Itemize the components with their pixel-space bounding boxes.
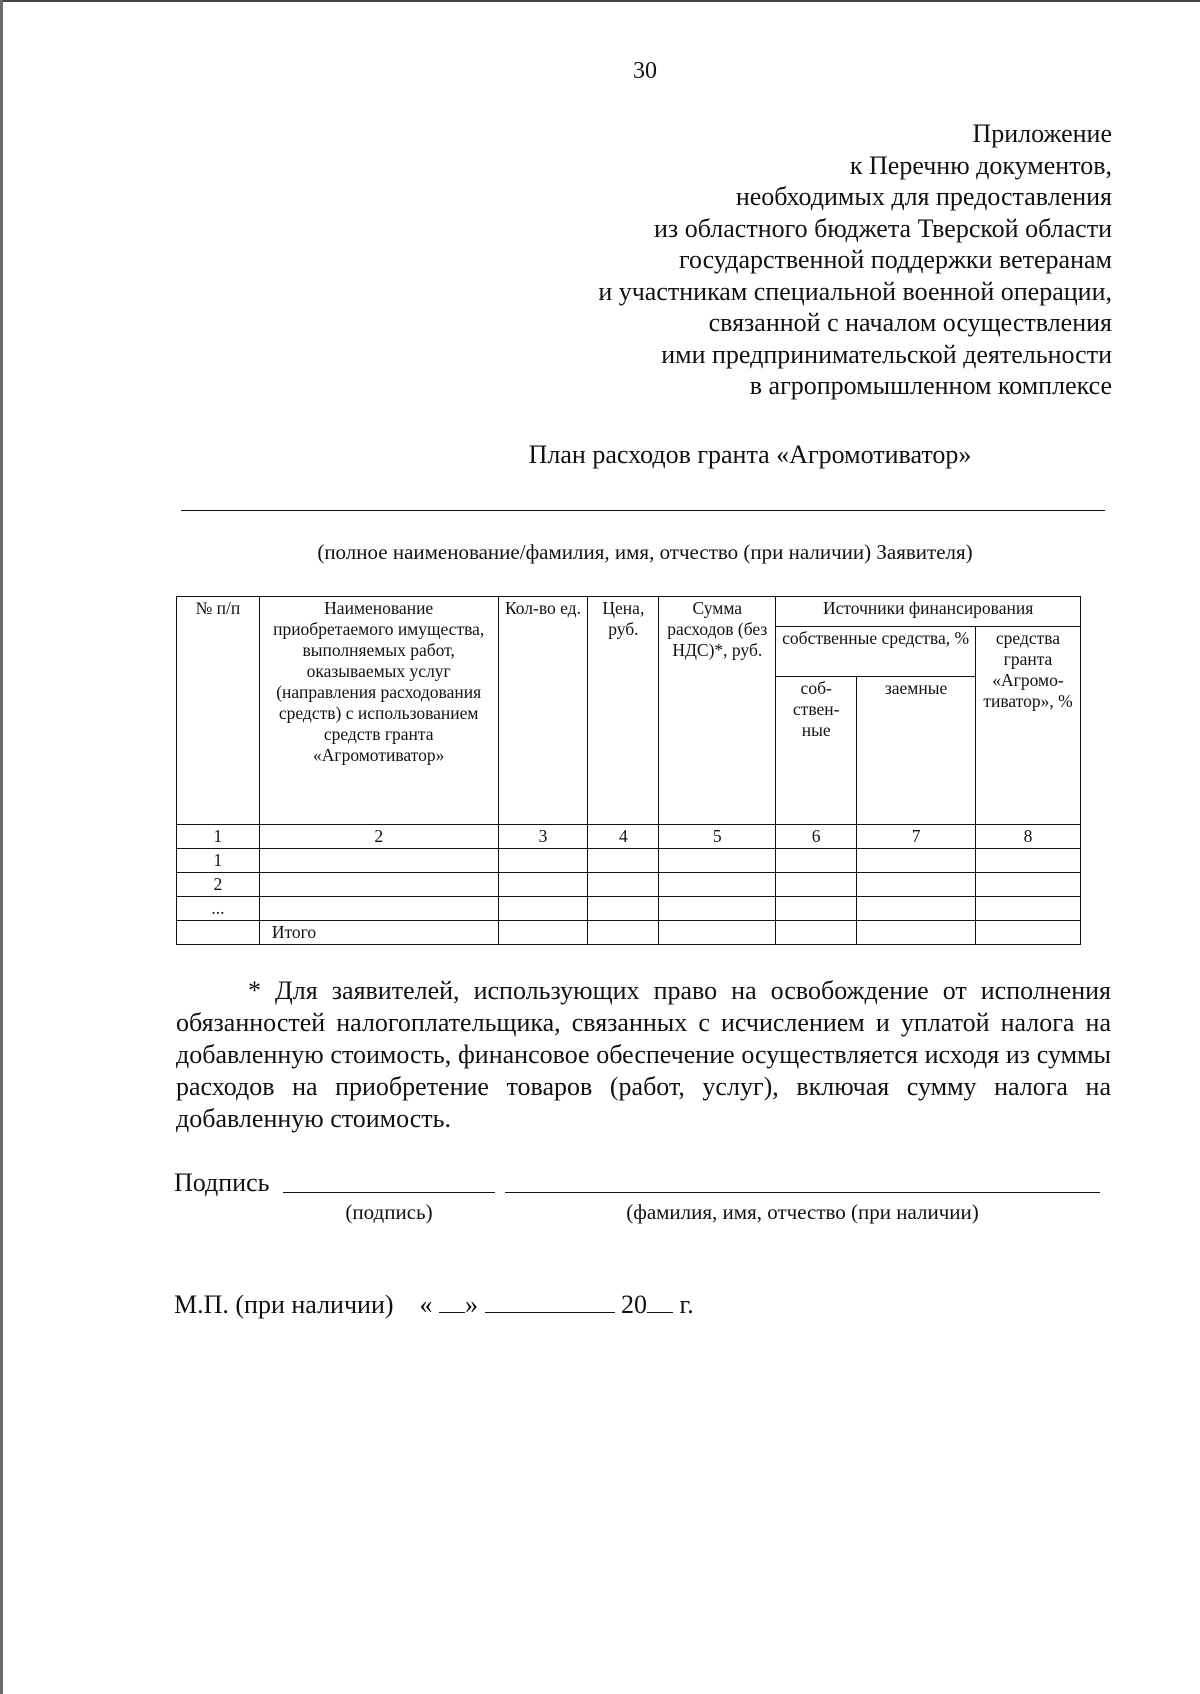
appendix-line: Приложение — [972, 119, 1112, 148]
column-number: 7 — [857, 825, 976, 849]
table-cell — [177, 921, 260, 945]
header-sources: Источники финансирования — [776, 597, 1081, 627]
header-own-funds: собственные средства, % — [776, 627, 976, 677]
page-number: 30 — [633, 58, 657, 84]
table-cell[interactable] — [659, 921, 776, 945]
table-cell[interactable] — [976, 873, 1081, 897]
document-title: План расходов гранта «Агромотиватор» — [528, 440, 972, 469]
table-cell[interactable] — [588, 849, 659, 873]
total-label: Итого — [259, 921, 498, 945]
header-grant: средства гранта «Агромо-тиватор», % — [976, 627, 1081, 825]
expense-plan-table — [176, 596, 1081, 945]
day-field[interactable] — [439, 1290, 465, 1313]
total-row — [177, 921, 1081, 945]
applicant-name-line[interactable] — [181, 510, 1105, 511]
appendix-line: ими предпринимательской деятельности — [661, 339, 1112, 369]
year-suffix: г. — [679, 1290, 694, 1319]
table-cell[interactable] — [976, 849, 1081, 873]
table-cell[interactable] — [776, 921, 857, 945]
stamp-date-line — [174, 1290, 694, 1320]
column-number: 1 — [177, 825, 260, 849]
table-cell[interactable] — [498, 849, 588, 873]
appendix-line: к Перечню документов, — [849, 150, 1112, 180]
header-name: Наименование приобретаемого имущества, выполняемых работ, оказываемых услуг (направления расходования средств) с использованием средств гранта «Агромотиватор» — [259, 597, 498, 825]
header-own: соб-ствен-ные — [776, 677, 857, 825]
column-number: 5 — [659, 825, 776, 849]
table-cell[interactable] — [259, 897, 498, 921]
table-cell[interactable] — [659, 897, 776, 921]
signature-caption: (подпись) — [345, 1200, 433, 1224]
appendix-line: из областного бюджета Тверской области — [654, 213, 1112, 243]
row-number: 1 — [177, 849, 260, 873]
appendix-line: связанной с началом осуществления — [708, 308, 1112, 337]
column-number: 2 — [259, 825, 498, 849]
table-cell[interactable] — [976, 897, 1081, 921]
table-row — [177, 897, 1081, 921]
full-name-line[interactable] — [505, 1192, 1100, 1193]
table-cell[interactable] — [776, 849, 857, 873]
table-cell[interactable] — [776, 897, 857, 921]
footnote — [176, 975, 1111, 1135]
appendix-line: государственной поддержки ветеранам — [679, 245, 1112, 274]
table-cell[interactable] — [259, 873, 498, 897]
table-cell[interactable] — [857, 873, 976, 897]
quote-open: « — [419, 1290, 433, 1319]
table-cell[interactable] — [498, 873, 588, 897]
full-name-caption: (фамилия, имя, отчество (при наличии) — [626, 1200, 979, 1224]
table-cell[interactable] — [498, 921, 588, 945]
signature-label: Подпись — [174, 1168, 270, 1197]
appendix-line: необходимых для предоставления — [735, 182, 1112, 211]
row-number: 2 — [177, 873, 260, 897]
year-field[interactable] — [647, 1290, 673, 1313]
year-prefix: 20 — [621, 1290, 648, 1319]
column-number: 8 — [976, 825, 1081, 849]
table-cell[interactable] — [776, 873, 857, 897]
header-price: Цена, руб. — [588, 597, 659, 825]
table-cell[interactable] — [588, 921, 659, 945]
footnote-text: * Для заявителей, использующих право на освобождение от исполнения обязанностей налогоплательщика, связанных с исчислением и уплатой налога на добавленную стоимость, финансовое обеспечение осуществляется исходя из суммы расходов на приобретение товаров (работ, услуг), включая сумму налога на добавленную стоимость. — [176, 976, 1111, 1133]
month-field[interactable] — [485, 1290, 615, 1313]
table-cell[interactable] — [659, 849, 776, 873]
scan-edge-left — [0, 0, 3, 1694]
table-cell[interactable] — [857, 897, 976, 921]
table-cell[interactable] — [498, 897, 588, 921]
table-cell[interactable] — [588, 873, 659, 897]
header-num: № п/п — [177, 597, 260, 825]
column-number: 6 — [776, 825, 857, 849]
row-number: ... — [177, 897, 260, 921]
table-row — [177, 873, 1081, 897]
table-cell[interactable] — [976, 921, 1081, 945]
header-borrowed: заемные — [857, 677, 976, 825]
table-cell[interactable] — [857, 921, 976, 945]
quote-close: » — [465, 1290, 479, 1319]
table-cell[interactable] — [259, 849, 498, 873]
column-number: 3 — [498, 825, 588, 849]
table-cell[interactable] — [588, 897, 659, 921]
stamp-label: М.П. (при наличии) — [174, 1290, 394, 1319]
table-cell[interactable] — [659, 873, 776, 897]
applicant-caption: (полное наименование/фамилия, имя, отчество (при наличии) Заявителя) — [317, 540, 973, 564]
table-cell[interactable] — [857, 849, 976, 873]
header-qty: Кол-во ед. — [498, 597, 588, 825]
header-sum: Сумма расходов (без НДС)*, руб. — [659, 597, 776, 825]
column-number: 4 — [588, 825, 659, 849]
scan-edge-top — [0, 0, 1200, 2]
signature-line[interactable] — [283, 1192, 495, 1193]
appendix-line: в агропромышленном комплексе — [749, 371, 1112, 400]
appendix-line: и участникам специальной военной операции, — [598, 276, 1112, 306]
appendix-block — [598, 118, 1112, 402]
table-row — [177, 849, 1081, 873]
